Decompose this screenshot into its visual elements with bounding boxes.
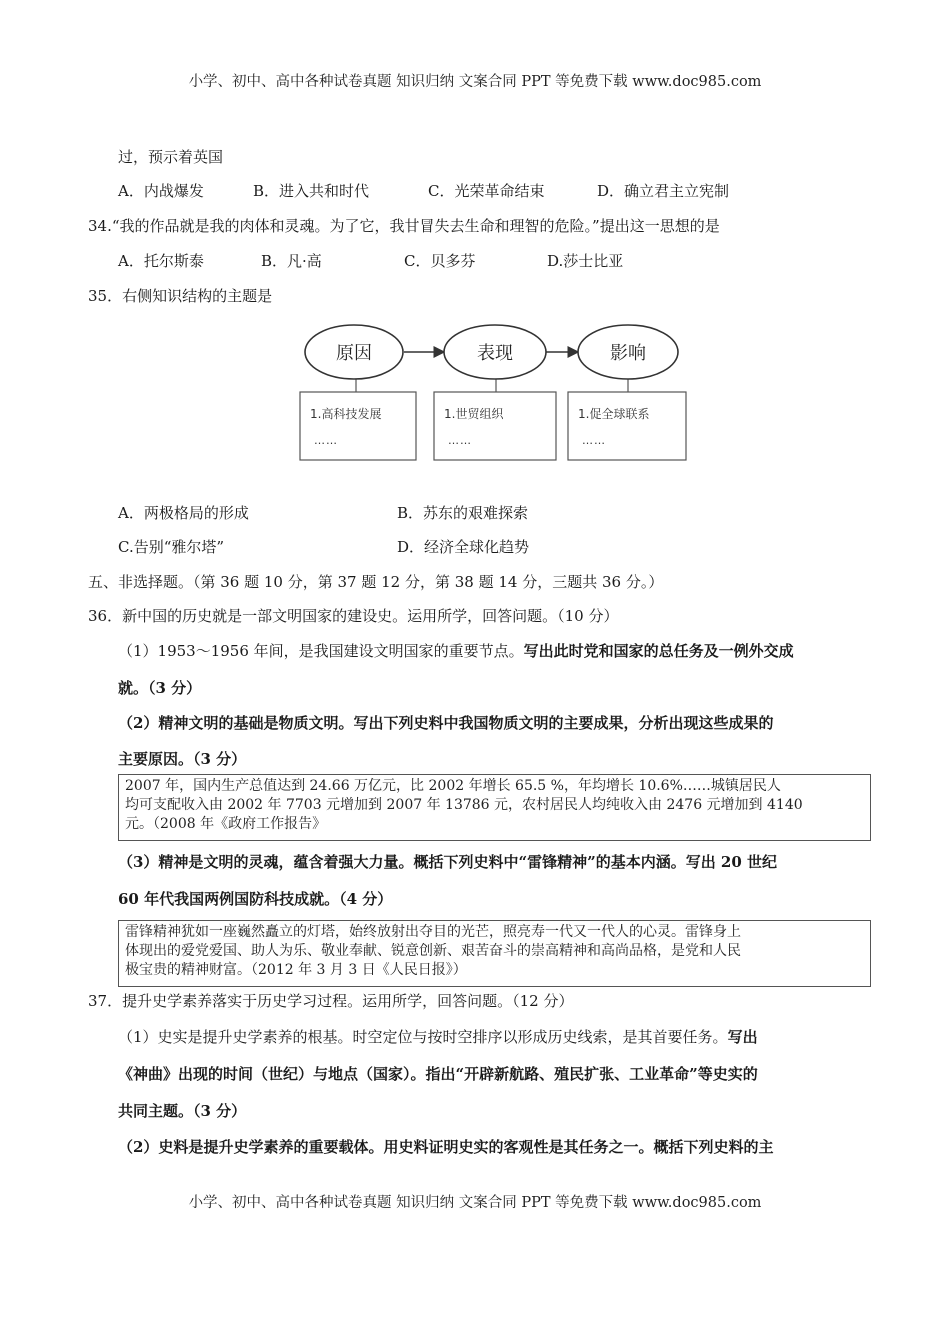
page-footer: 小学、初中、高中各种试卷真题 知识归纳 文案合同 PPT 等免费下载 www.doc985.com	[188, 1195, 762, 1211]
source-box-1-line: 均可支配收入由 2002 年 7703 元增加到 2007 年 13786 元，农村居民人均纯收入由 2476 元增加到 4140	[125, 797, 803, 813]
q37-part2-line1: （2）史料是提升史学素养的重要载体。用史料证明史实的客观性是其任务之一。概括下列史料的主	[118, 1138, 774, 1156]
q33-option-c: C．光荣革命结束	[428, 182, 545, 200]
q34-option-d: D.莎士比亚	[547, 252, 624, 270]
node-impact-title: 影响	[610, 343, 646, 364]
source-box-1-line: 2007 年，国内生产总值达到 24.66 万亿元，比 2002 年增长 65.5 %，年均增长 10.6%……城镇居民人	[125, 778, 781, 794]
q34-stem: 34.“我的作品就是我的肉体和灵魂。为了它，我甘冒失去生命和理智的危险。”提出这一思想的是	[88, 217, 720, 235]
q35-option-b: B．苏东的艰难探索	[397, 504, 529, 522]
node-manifestation-item: 1.世贸组织	[444, 407, 504, 421]
q35-option-d: D．经济全球化趋势	[397, 538, 530, 556]
node-cause-more: ……	[314, 434, 338, 447]
q33-option-b: B．进入共和时代	[253, 182, 370, 200]
q37-stem: 37．提升史学素养落实于历史学习过程。运用所学，回答问题。（12 分）	[88, 992, 574, 1010]
page-header: 小学、初中、高中各种试卷真题 知识归纳 文案合同 PPT 等免费下载 www.doc985.com	[188, 74, 762, 90]
q36-source-box-1	[118, 774, 871, 841]
q37-part1-task-start: 写出	[727, 1028, 758, 1046]
q36-part3-line2: 60 年代我国两例国防科技成就。（4 分）	[118, 890, 393, 908]
q33-option-d: D．确立君主立宪制	[597, 182, 730, 200]
q34-option-c: C．贝多芬	[404, 252, 476, 270]
source-box-2-line: 体现出的爱党爱国、助人为乐、敬业奉献、锐意创新、艰苦奋斗的崇高精神和高尚品格，是党和人民	[125, 943, 741, 959]
node-impact-box	[568, 392, 686, 460]
source-box-2-line: 极宝贵的精神财富。（2012 年 3 月 3 日《人民日报》）	[125, 962, 467, 978]
source-box-2-line: 雷锋精神犹如一座巍然矗立的灯塔，始终放射出夺目的光芒，照亮寿一代又一代人的心灵。雷锋身上	[125, 924, 741, 940]
node-cause-item: 1.高科技发展	[310, 407, 382, 421]
q36-part1-line1	[118, 641, 794, 661]
q35-option-c: C.告别“雅尔塔”	[118, 538, 225, 556]
q36-part2-line2: 主要原因。（3 分）	[118, 750, 247, 768]
node-impact-item: 1.促全球联系	[578, 407, 650, 421]
q36-part1-intro: （1）1953～1956 年间，是我国建设文明国家的重要节点。	[118, 642, 524, 660]
q36-part2-line1: （2）精神文明的基础是物质文明。写出下列史料中我国物质文明的主要成果，分析出现这些成果的	[118, 714, 774, 732]
q37-part1-line1	[118, 1027, 758, 1047]
node-impact-more: ……	[582, 434, 606, 447]
q36-part1-line2: 就。（3 分）	[118, 679, 202, 697]
q34-option-b: B．凡·高	[261, 252, 322, 270]
knowledge-structure-diagram	[298, 318, 690, 466]
section-5-title: 五、非选择题。（第 36 题 10 分，第 37 题 12 分，第 38 题 14 分，三题共 36 分。）	[88, 573, 664, 591]
node-cause-title: 原因	[336, 343, 372, 364]
q34-option-a: A．托尔斯泰	[118, 252, 204, 270]
node-cause-box	[300, 392, 416, 460]
q37-part1-line2: 《神曲》出现的时间（世纪）与地点（国家）。指出“开辟新航路、殖民扩张、工业革命”等史实的	[118, 1065, 758, 1083]
q36-source-box-2	[118, 920, 871, 987]
node-manifestation-box	[434, 392, 556, 460]
q37-part1-intro: （1）史实是提升史学素养的根基。时空定位与按时空排序以形成历史线索，是其首要任务。	[118, 1028, 728, 1046]
q33-option-a: A．内战爆发	[118, 182, 204, 200]
q37-part1-line3: 共同主题。（3 分）	[118, 1102, 247, 1120]
q33-stem-continuation: 过，预示着英国	[118, 148, 224, 166]
q36-part3-line1: （3）精神是文明的灵魂，蕴含着强大力量。概括下列史料中“雷锋精神”的基本内涵。写出 20 世纪	[118, 853, 778, 871]
q35-stem: 35．右侧知识结构的主题是	[88, 287, 273, 305]
node-manifestation-more: ……	[448, 434, 472, 447]
q36-stem: 36．新中国的历史就是一部文明国家的建设史。运用所学，回答问题。（10 分）	[88, 607, 619, 625]
node-manifestation-title: 表现	[477, 343, 513, 364]
q36-part1-task: 写出此时党和国家的总任务及一例外交成	[523, 642, 794, 660]
source-box-1-line: 元。（2008 年《政府工作报告》	[125, 816, 327, 832]
q35-option-a: A．两极格局的形成	[118, 504, 249, 522]
